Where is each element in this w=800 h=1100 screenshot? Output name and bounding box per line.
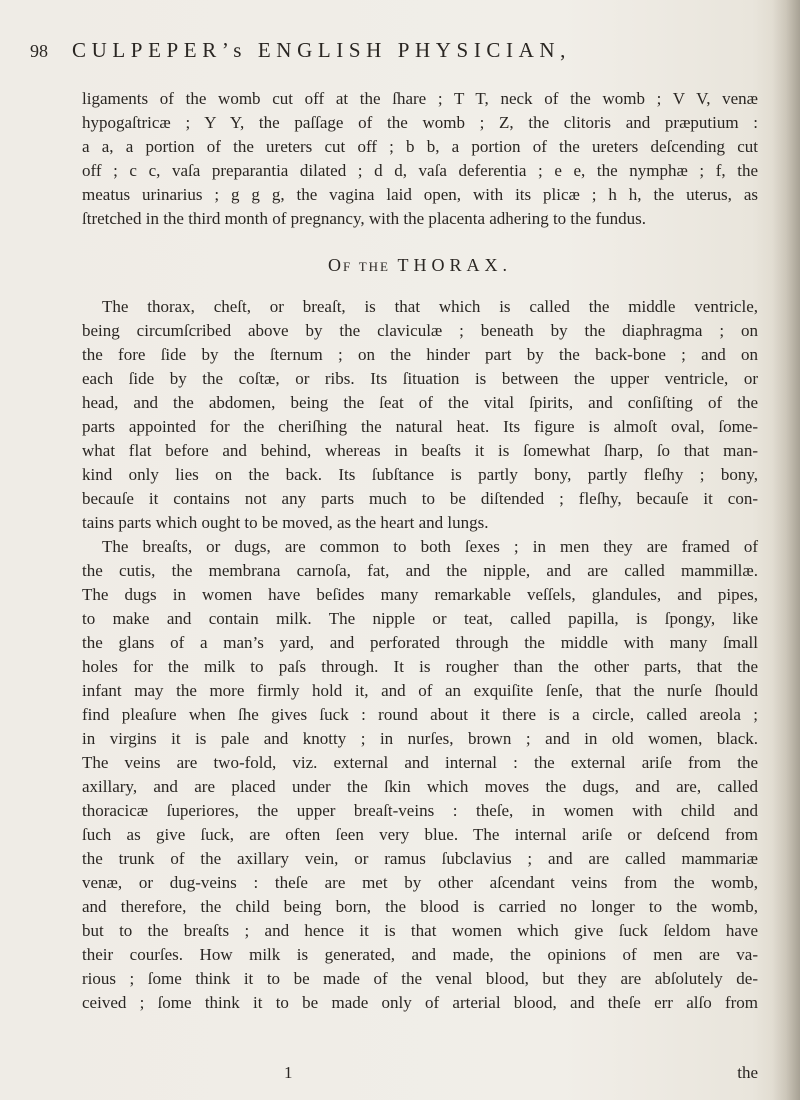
text-line: rious ; ſome think it to be made of the venal blood, but they are abſolutely de- xyxy=(82,969,758,988)
text-line: The thorax, cheſt, or breaſt, is that which is called the middle ventricle, xyxy=(102,297,758,316)
text-line: being circumſcribed above by the claviculæ ; beneath by the diaphragma ; on xyxy=(82,321,758,340)
text-line: ſtretched in the third month of pregnancy, with the placenta adhering to the fundus. xyxy=(82,209,646,228)
text-line: head, and the abdomen, being the ſeat of the vital ſpirits, and conſiſting of the xyxy=(82,393,758,412)
text-line: the cutis, the membrana carnoſa, fat, and the nipple, and are called mammillæ. xyxy=(82,561,758,580)
text-line: ligaments of the womb cut off at the ſhare ; T T, neck of the womb ; V V, venæ xyxy=(82,89,758,108)
text-line: ſuch as give ſuck, are often ſeen very blue. The internal ariſe or deſcend from xyxy=(82,825,758,844)
signature-mark: 1 xyxy=(284,1063,293,1082)
running-head xyxy=(30,38,750,68)
section-heading xyxy=(82,241,758,289)
text-line: venæ, or dug-veins : theſe are met by other aſcendant veins from the womb, xyxy=(82,873,758,892)
text-line: The breaſts, or dugs, are common to both ſexes ; in men they are framed of xyxy=(102,537,758,556)
text-line: thoracicæ ſuperiores, the upper breaſt-veins : theſe, in women with child and xyxy=(82,801,758,820)
text-line: the glans of a man’s yard, and perforated through the middle with many ſmall xyxy=(82,633,758,652)
text-line: but to the breaſts ; and hence it is that women which give ſuck ſeldom have xyxy=(82,921,758,940)
section-heading-prefix: Of the xyxy=(328,255,390,275)
text-line: the trunk of the axillary vein, or ramus ſubclavius ; and are called mammariæ xyxy=(82,849,758,868)
text-line: find pleaſure when ſhe gives ſuck : round about it there is a circle, called areola ; xyxy=(82,705,758,724)
text-line: holes for the milk to paſs through. It is rougher than the other parts, that the xyxy=(82,657,758,676)
paragraph-figure-key xyxy=(82,87,758,231)
text-block xyxy=(82,87,758,1015)
catchword: the xyxy=(737,1063,758,1082)
text-line: in virgins it is pale and knotty ; in nurſes, brown ; and in old women, black. xyxy=(82,729,758,748)
page-footer xyxy=(82,1063,758,1087)
text-line: axillary, and are placed under the ſkin which moves the dugs, and are, called xyxy=(82,777,758,796)
page-edge-shadow xyxy=(772,0,800,1100)
text-line: their courſes. How milk is generated, and made, the opinions of men are va- xyxy=(82,945,758,964)
text-line: The veins are two-fold, viz. external and internal : the external ariſe from the xyxy=(82,753,758,772)
text-line: hypogaſtricæ ; Y Y, the paſſage of the womb ; Z, the clitoris and præputium : xyxy=(82,113,758,132)
text-line: and therefore, the child being born, the blood is carried no longer to the womb, xyxy=(82,897,758,916)
text-line: what flat before and behind, whereas in beaſts it is ſomewhat ſharp, ſo that man- xyxy=(82,441,758,460)
section-heading-title: THORAX. xyxy=(397,255,512,275)
text-line: infant may the more firmly hold it, and of an exquiſite ſenſe, that the nurſe ſhould xyxy=(82,681,758,700)
text-line: The dugs in women have beſides many remarkable veſſels, glandules, and pipes, xyxy=(82,585,758,604)
paragraph-thorax xyxy=(82,295,758,535)
text-line: each ſide by the coſtæ, or ribs. Its ſituation is between the upper ventricle, or xyxy=(82,369,758,388)
paragraph-breasts xyxy=(82,535,758,1015)
text-line: a a, a portion of the ureters cut off ; b b, a portion of the ureters deſcending cut xyxy=(82,137,758,156)
text-line: to make and contain milk. The nipple or teat, called papilla, is ſpongy, like xyxy=(82,609,758,628)
text-line: off ; c c, vaſa preparantia dilated ; d d, vaſa deferentia ; e e, the nymphæ ; f, the xyxy=(82,161,758,180)
text-line: tains parts which ought to be moved, as the heart and lungs. xyxy=(82,513,489,532)
text-line: ceived ; ſome think it to be made only of arterial blood, and theſe err alſo from xyxy=(82,993,758,1012)
running-title: CULPEPER’s ENGLISH PHYSICIAN, xyxy=(72,38,572,62)
text-line: parts appointed for the cheriſhing the natural heat. Its figure is almoſt oval, ſome- xyxy=(82,417,758,436)
text-line: the fore ſide by the ſternum ; on the hinder part by the back-bone ; and on xyxy=(82,345,758,364)
page-number: 98 xyxy=(30,41,48,61)
text-line: becauſe it contains not any parts much to be diſtended ; fleſhy, becauſe it con- xyxy=(82,489,758,508)
text-line: kind only lies on the back. Its ſubſtance is partly bony, partly fleſhy ; bony, xyxy=(82,465,758,484)
text-line: meatus urinarius ; g g g, the vagina laid open, with its plicæ ; h h, the uterus, as xyxy=(82,185,758,204)
